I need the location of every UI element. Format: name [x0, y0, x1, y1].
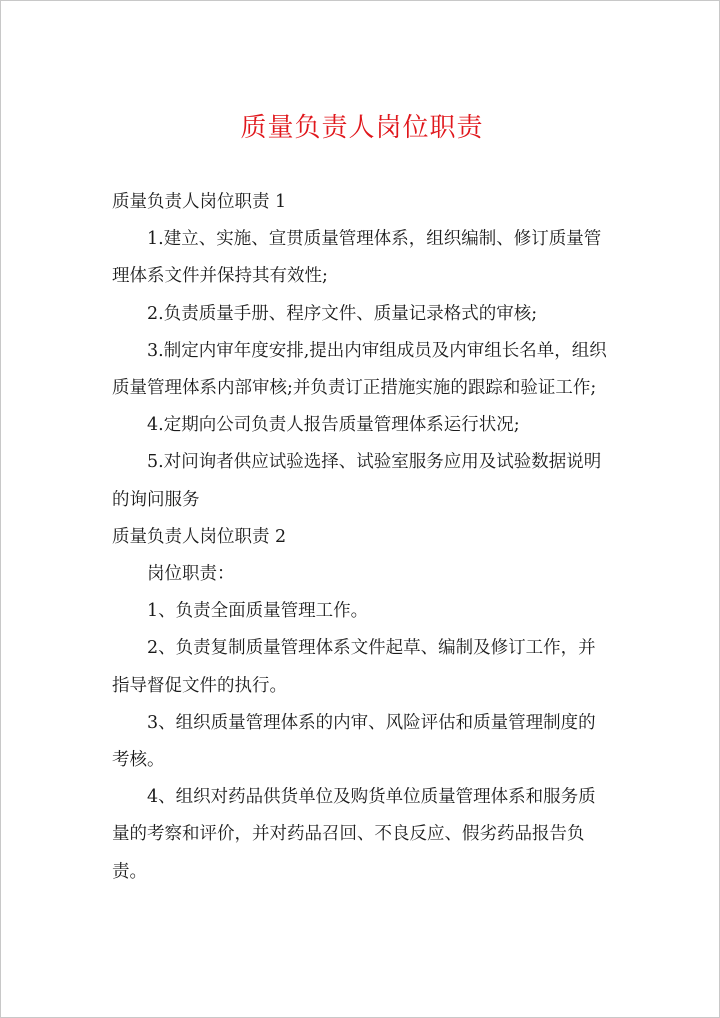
section-1-item-5: 5.对问询者供应试验选择、试验室服务应用及试验数据说明的询问服务 — [112, 452, 602, 510]
document-body — [112, 106, 612, 891]
section-1-item-2: 2.负责质量手册、程序文件、质量记录格式的审核; — [147, 303, 538, 324]
section-1-item-3: 3.制定内审年度安排,提出内审组成员及内审组长名单，组织质量管理体系内部审核;并负责订正措施实施的跟踪和验证工作; — [112, 340, 607, 399]
section-1-item-4: 4.定期向公司负责人报告质量管理体系运行状况; — [147, 415, 520, 436]
section-2-item-1: 1、负责全面质量管理工作。 — [147, 601, 369, 622]
section-2-heading: 质量负责人岗位职责 2 — [112, 526, 287, 547]
document-title: 质量负责人岗位职责 — [240, 113, 484, 143]
section-1-item-1: 1.建立、实施、宣贯质量管理体系，组织编制、修订质量管理体系文件并保持其有效性; — [112, 229, 602, 287]
section-2-item-3: 3、组织质量管理体系的内审、风险评估和质量管理制度的考核。 — [112, 712, 596, 771]
section-2-intro: 岗位职责： — [147, 564, 235, 585]
section-1-heading: 质量负责人岗位职责 1 — [112, 192, 287, 212]
section-2-item-2: 2、负责复制质量管理体系文件起草、编制及修订工作，并指导督促文件的执行。 — [112, 638, 596, 696]
section-2-item-4: 4、组织对药品供货单位及购货单位质量管理体系和服务质量的考察和评价，并对药品召回、不良反应、假劣药品报告负责。 — [112, 787, 596, 882]
